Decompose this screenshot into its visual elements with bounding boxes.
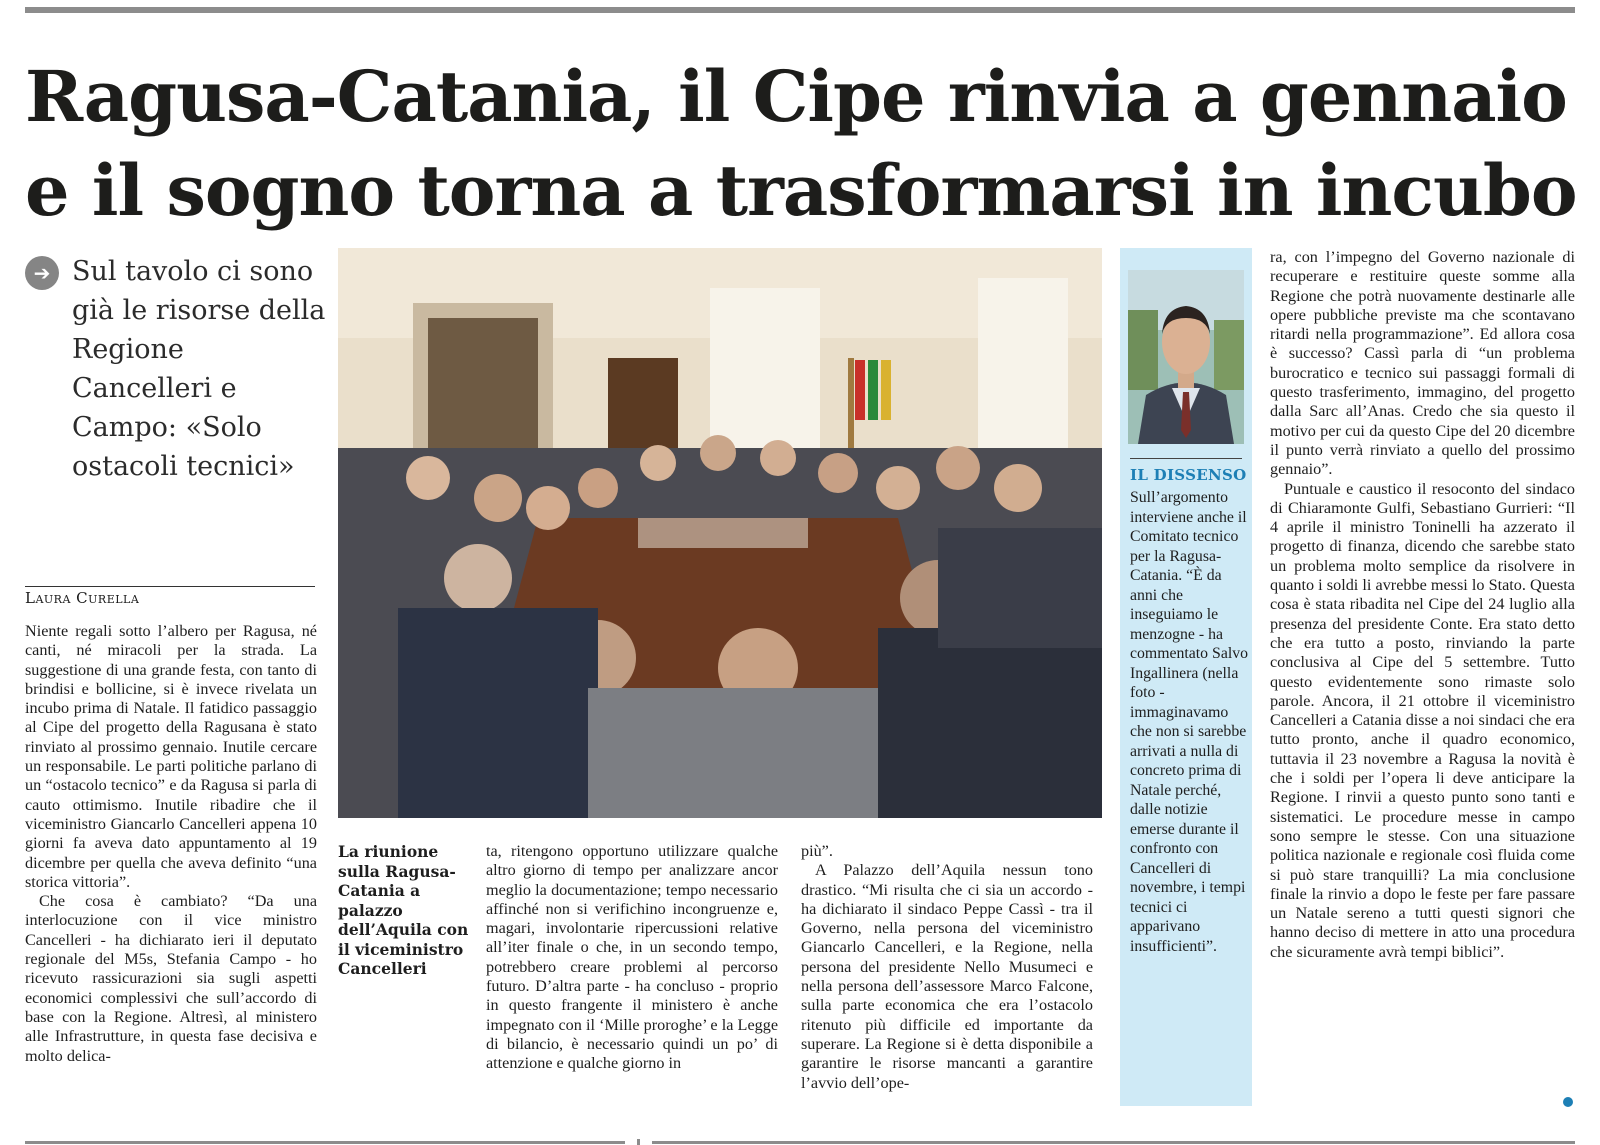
article-column-4: [801, 842, 1093, 1093]
bottom-rule-tick: [637, 1139, 640, 1145]
headline-line-2: e il sogno torna a trasformarsi in incubo: [25, 149, 1577, 232]
headline-line-1: Ragusa-Catania, il Cipe rinvia a gennaio: [25, 55, 1567, 138]
bottom-rule-left: [25, 1141, 625, 1144]
headline: [25, 50, 1580, 238]
sidebar-text: Sull’argomento interviene anche il Comitato tecnico per la Ragusa-Catania. “È da anni che inseguiamo le menzogne - ha commentato Salvo Ingallinera (nella foto - immaginavamo che non si sarebbe arrivati a nulla di concreto prima di Natale perché, dalle notizie emerse durante il confronto con Cancelleri di novembre, i tempi tecnici ci apparivano insufficienti”.: [1130, 489, 1249, 955]
article-column-1: [25, 622, 317, 1066]
sidebar-label: IL DISSENSO: [1130, 466, 1247, 484]
paragraph: ra, con l’impegno del Governo nazionale di recuperare e restituire queste somme alla Regione che potrà nuovamente destinarle alle opere pubbliche previste ma che scontavano ritardi nella programmazione”. Ed allora cosa è successo? Cassì parla di “un problema burocratico e tecnico sui passaggi formali di questo trasferimento, immagino, del progetto dalla Sarc all’Anas. Credo che sia questo il motivo per cui da questo Cipe del 20 dicembre il punto verrà rinviato a quello del prossimo gennaio”.: [1270, 248, 1575, 479]
article-column-3: [486, 842, 778, 1074]
bottom-rule-right: [652, 1141, 1575, 1144]
paragraph: Puntuale e caustico il resoconto del sindaco di Chiaramonte Gulfi, Sebastiano Gurrieri: “Il 4 aprile il ministro Toninelli ha azzerato il progetto di finanza, dicendo che sarebbe stato un problema molto semplice da risolvere in quanto i soldi li avrebbe messi lo Stato. Questa cosa è stata ribadita nel Cipe del 24 luglio alla presenza del presidente Conte. Era stato detto che era tutto a posto, rinviando la parte conclusiva al Cipe del 5 settembre. Tutto questo evidentemente sono rimaste solo parole. Ancora, il 21 ottobre il viceministro Cancelleri a Catania disse a noi sindaci che era tutto pronto, anche il quadro economico, tuttavia il 23 novembre a Ragusa la novità è che i soldi per l’opera li deve anticipare la Regione. I rinvii a questo punto sono tanti e sistematici. Le procedure messe in campo sono sempre le stesse. Con una situazione politica nazionale e regionale così fluida come si può stare tranquilli? La mia conclusione finale la rinvio a dopo le feste per fare passare un Natale sereno a tutti questi signori che hanno deciso di mettere in atto una procedura che sicuramente avrà tempi biblici”.: [1270, 479, 1575, 961]
byline: Laura Curella: [25, 586, 315, 607]
paragraph: Niente regali sotto l’albero per Ragusa, né canti, né miracoli per la strada. La suggestione di una grande festa, con tanto di brindisi e bollicine, si è invece rivelata un incubo prima di Natale. Il fatidico passaggio al Cipe del progetto della Ragusana è stato rinviato al prossimo gennaio. Inutile cercare un responsabile. Le parti politiche parlano di un “ostacolo tecnico” e da Ragusa si parla di cauto ottimismo. Inutile ribadire che il viceministro Giancarlo Cancelleri appena 10 giorni fa aveva dato appuntamento al 19 dicembre per quella che aveva definito “una storica vittoria”.: [25, 622, 317, 891]
portrait-photo: [1128, 270, 1244, 444]
end-dot-icon: [1563, 1097, 1573, 1107]
article-column-6: [1270, 248, 1575, 962]
meeting-photo: [338, 248, 1102, 818]
paragraph: ta, ritengono opportuno utilizzare qualche altro giorno di tempo per analizzare ancor meglio la documentazione; tempo necessario affinché non si verifichino incongruenze e, magari, involontarie ripercussioni relative all’iter finale o che, in un secondo tempo, potrebbero creare problemi al percorso futuro. D’altra parte - ha concluso - proprio in questo frangente il ministero è anche impegnato con il ‘Mille proroghe’ e la Legge di bilancio, è necessario quindi un po’ di attenzione e qualche giorno in: [486, 842, 778, 1073]
subhead: Sul tavolo ci sono già le risorse della Regione Cancelleri e Campo: «Solo ostacoli tecnici»: [72, 256, 326, 482]
paragraph: A Palazzo dell’Aquila nessun tono drastico. “Mi risulta che ci sia un accordo - ha dichiarato il sindaco Peppe Cassì - tra il Governo, nella persona del viceministro Giancarlo Cancelleri, e la Regione, nella persona del presidente Nello Musumeci e nella persona dell’assessore Marco Falcone, sulla parte economica che era l’ostacolo ritenuto più difficile ed importante da superare. La Regione si è detta disponibile a garantire le risorse mancanti a garantire l’avvio dell’ope-: [801, 861, 1093, 1092]
arrow-right-icon: ➔: [25, 256, 59, 290]
photo-caption: La riunione sulla Ragusa-Catania a palazzo dell’Aquila con il viceministro Cancelleri: [338, 842, 469, 978]
paragraph: più”.: [801, 842, 833, 860]
top-rule: [25, 7, 1575, 13]
paragraph: Che cosa è cambiato? “Da una interlocuzione con il vice ministro Cancelleri - ha dichiarato ieri il deputato regionale del M5s, Stefania Campo - ho ricevuto rassicurazioni sia sugli aspetti economici complessivi che sull’accordo di base con la Regione. Altresì, al ministero alle Infrastrutture, in questa fase decisiva e molto delica-: [25, 892, 317, 1065]
sidebar-divider: [1130, 458, 1242, 459]
